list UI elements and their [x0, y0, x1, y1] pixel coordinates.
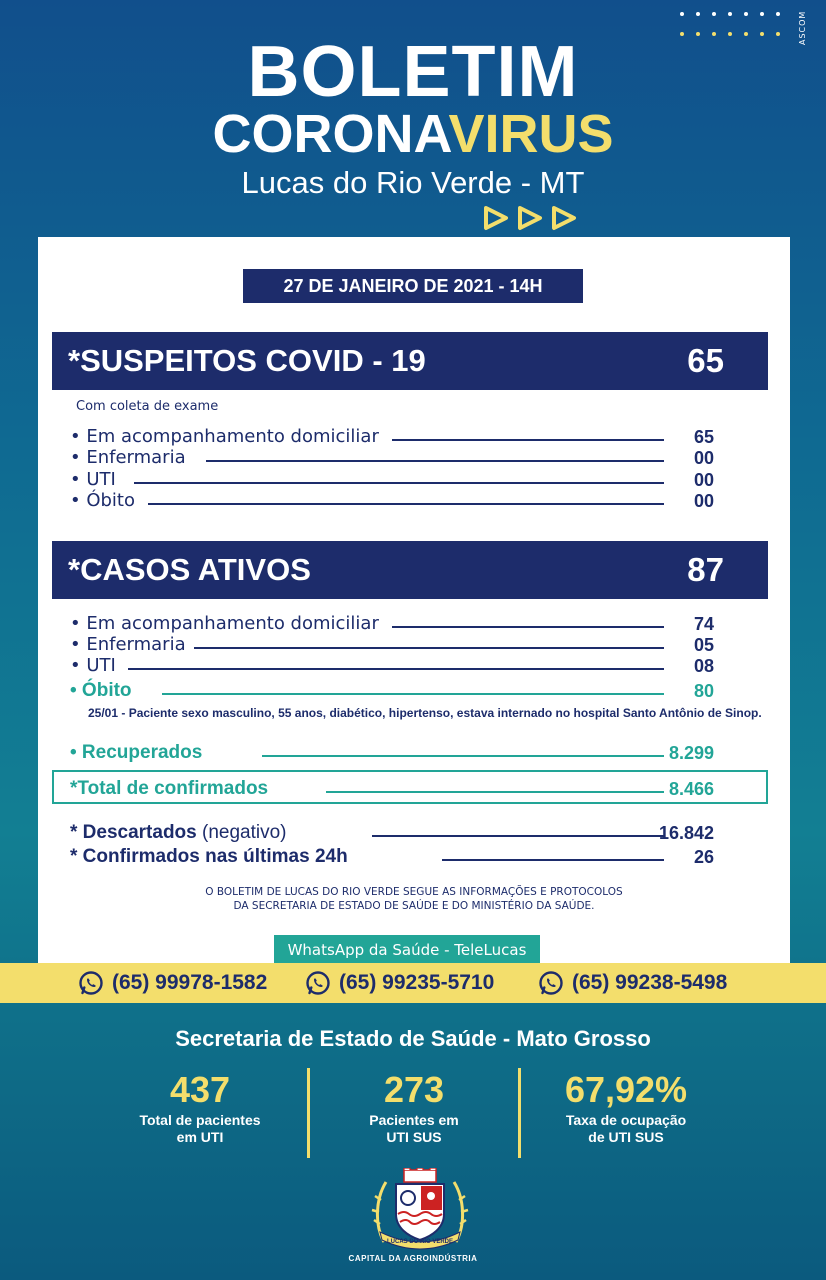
recuperados-row: • Recuperados 8.299	[70, 742, 714, 763]
whatsapp-icon	[305, 970, 331, 996]
list-item: • Óbito 00	[70, 490, 714, 511]
stat-occupancy: 67,92% Taxa de ocupação de UTI SUS	[564, 1069, 688, 1145]
divider	[307, 1068, 310, 1158]
suspeitos-total: 65	[687, 342, 724, 379]
title-corona: CORONA	[212, 104, 449, 164]
title-virus: VIRUS	[448, 104, 614, 164]
crest-caption: CAPITAL DA AGROINDÚSTRIA	[348, 1254, 478, 1263]
list-item: • Enfermaria 05	[70, 634, 714, 655]
crest-banner-text: LUCAS DO RIO VERDE	[386, 1239, 454, 1245]
triple-arrow-icon	[482, 205, 582, 231]
confirmados-24h-row: * Confirmados nas últimas 24h 26	[70, 846, 714, 867]
descartados-row: * Descartados (negativo) 16.842	[70, 822, 714, 843]
protocol-note: O BOLETIM DE LUCAS DO RIO VERDE SEGUE AS INFORMAÇÕES E PROTOCOLOS DA SECRETARIA DE ESTADO DE SAÚDE E DO MINISTÉRIO DA SAÚDE.	[205, 886, 623, 912]
suspeitos-label: *SUSPEITOS COVID - 19	[68, 343, 426, 378]
obito-note: 25/01 - Paciente sexo masculino, 55 anos, diabético, hipertenso, estava internado no hospital Santo Antônio de Sinop.	[88, 706, 762, 720]
ativos-header	[52, 541, 768, 599]
ascom-tag: ASCOM	[798, 10, 807, 46]
ativos-total: 87	[687, 551, 724, 588]
phone-3[interactable]: (65) 99238-5498	[538, 963, 727, 1003]
whatsapp-tab: WhatsApp da Saúde - TeleLucas	[274, 935, 540, 965]
location-subtitle: Lucas do Rio Verde - MT	[241, 165, 585, 200]
list-item: • UTI 00	[70, 469, 714, 490]
suspeitos-header	[52, 332, 768, 390]
list-item: • Em acompanhamento domiciliar 74	[70, 613, 714, 634]
stat-total-uti: 437 Total de pacientes em UTI	[139, 1069, 261, 1145]
phone-1[interactable]: (65) 99978-1582	[78, 963, 267, 1003]
suspeitos-subheading: Com coleta de exame	[76, 399, 219, 414]
stat-uti-sus: 273 Pacientes em UTI SUS	[369, 1069, 459, 1145]
list-item: • Enfermaria 00	[70, 447, 714, 468]
title-coronavirus	[0, 103, 826, 165]
title-boletim: BOLETIM	[247, 32, 579, 112]
list-item: • Em acompanhamento domiciliar 65	[70, 426, 714, 447]
obito-row: • Óbito 80	[70, 680, 714, 701]
ativos-label: *CASOS ATIVOS	[68, 552, 311, 587]
bulletin-card	[38, 237, 790, 963]
state-secretariat-title: Secretaria de Estado de Saúde - Mato Grosso	[175, 1026, 651, 1051]
list-item: • UTI 08	[70, 655, 714, 676]
city-crest-icon	[370, 1168, 470, 1250]
total-confirmados-row: *Total de confirmados 8.466	[70, 778, 714, 799]
divider	[518, 1068, 521, 1158]
whatsapp-icon	[538, 970, 564, 996]
whatsapp-icon	[78, 970, 104, 996]
date-banner: 27 DE JANEIRO DE 2021 - 14H	[243, 269, 583, 303]
phone-2[interactable]: (65) 99235-5710	[305, 963, 494, 1003]
